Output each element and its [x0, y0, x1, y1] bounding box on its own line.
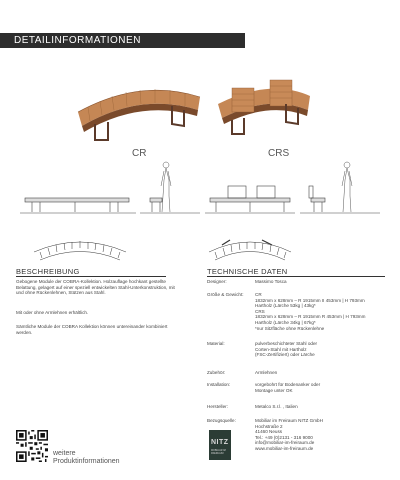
crs-label: CRS — [268, 148, 290, 159]
human-scale-figures — [161, 162, 352, 212]
spec-value: Massimo Tosca — [255, 279, 287, 284]
description-title: BESCHREIBUNG — [16, 267, 80, 276]
spec-value: Metalco S.r.l. , Italien — [255, 404, 298, 409]
spec-key: Material: — [207, 341, 225, 346]
spec-value: Mobiliar im Freiraum NITZ GmbH Hochstraße 2 41460 Neuss Tel.: +49 (0)2131 - 316 9000 info@mobiliar-im-freiraum.de www.mobiliar-im-freiraum.de — [255, 418, 323, 451]
crs-front-elevation — [205, 186, 295, 213]
spec-key: Bezugsquelle: — [207, 418, 236, 423]
qr-code-icon[interactable] — [16, 430, 48, 462]
spec-key: Hersteller: — [207, 404, 228, 409]
more-info-link-line1[interactable]: weitere — [53, 450, 76, 457]
description-paragraph-3: Sämtliche Module der COBRA Kollektion können untereinander kombiniert werden. — [16, 324, 168, 335]
human-figure-right — [342, 162, 352, 212]
nitz-logo — [209, 430, 231, 460]
description-paragraph-1: Gebogene Module der COBRA-Kollektion. Holzauflage hochkant gestellte Belattung, gelagert auf einer speziell entwickelten Stahl-Unterkonstruktion, mit und ohne Rückenlehnen, Stützen aus Stahl. — [16, 279, 175, 296]
spec-key: Installation: — [207, 382, 231, 387]
spec-value: Armlehnen — [255, 370, 278, 375]
section-header-bar — [0, 33, 245, 48]
nitz-logo-text: NITZ — [211, 439, 229, 446]
spec-key: Designer: — [207, 279, 227, 284]
spec-value: pulverbeschichteter Stahl oder Corten-Stahl mit Hartholz (FSC-Zertifiziert) oder Lärche — [255, 341, 318, 358]
spec-value: CR 1832mm x 628mm – R 1915mm II 453mm | H 793mm Hartholz (Lärche 53kg | 43kg* CRS 1832mm x 628mm – R 1915mm R 453mm | H 793mm Hartholz (Lärche 34kg | 67kg* *nur Sitzfläche ohne Rückenlehne — [255, 292, 366, 331]
cr-front-elevation — [20, 158, 136, 213]
cr-label: CR — [132, 148, 147, 159]
human-figure-left — [161, 162, 171, 212]
crs-bench-image — [218, 80, 310, 134]
more-info-link-line2[interactable]: Produktinformationen — [53, 458, 120, 465]
spec-key: Größe & Gewicht: — [207, 292, 244, 297]
spec-key: Zubehör: — [207, 370, 226, 375]
description-rule — [16, 276, 166, 277]
section-header-title: DETAILINFORMATIONEN — [14, 35, 141, 46]
cr-bench-image — [78, 89, 200, 140]
spec-value: vorgebohrt für Bodenanker oder Montage unter OK — [255, 382, 321, 393]
description-paragraph-2: Mit oder ohne Armlehnen erhältlich. — [16, 310, 89, 315]
cr-side-elevation — [140, 198, 200, 213]
nitz-logo-subtext: MOBILIAR IM FREIRAUM — [211, 449, 226, 455]
crs-side-elevation — [300, 186, 380, 213]
crs-plan-view — [209, 240, 291, 260]
specs-title: TECHNISCHE DATEN — [207, 267, 288, 276]
specs-rule — [207, 276, 385, 277]
cr-plan-view — [34, 241, 126, 260]
